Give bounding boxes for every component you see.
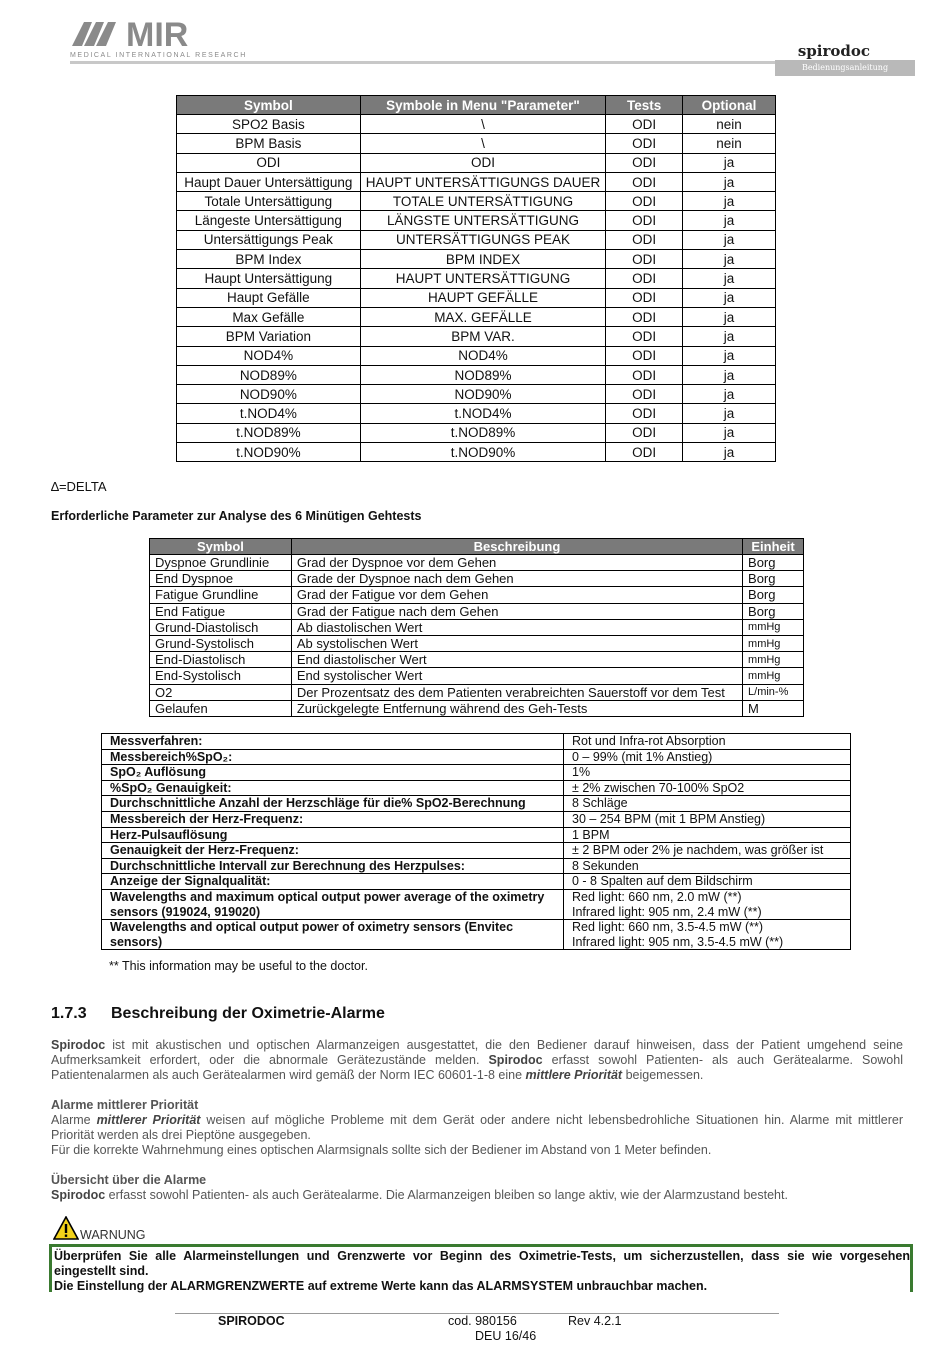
spec-label: SpO₂ Auflösung	[102, 765, 564, 781]
spec-label: Genauigkeit der Herz-Frequenz:	[102, 843, 564, 859]
table-row	[177, 385, 776, 404]
table-cell: ja	[683, 250, 776, 269]
table-cell: ja	[683, 307, 776, 326]
table-cell: Max Gefälle	[177, 307, 361, 326]
table-row	[177, 346, 776, 365]
table-row	[177, 423, 776, 442]
table-cell: ODI	[606, 153, 683, 172]
table-cell: ODI	[606, 307, 683, 326]
footer-product: SPIRODOC	[218, 1314, 285, 1328]
table-cell: NOD89%	[177, 365, 361, 384]
table-cell: ja	[683, 211, 776, 230]
column-header: Tests	[606, 96, 683, 115]
table-cell: LÄNGSTE UNTERSÄTTIGUNG	[360, 211, 606, 230]
table-cell: ODI	[606, 230, 683, 249]
walk-table-title: Erforderliche Parameter zur Analyse des 6 Minütigen Gehtests	[51, 509, 422, 523]
spec-label: Messbereich der Herz-Frequenz:	[102, 811, 564, 827]
table-row	[177, 115, 776, 134]
table-cell: ja	[683, 385, 776, 404]
table-cell: ODI	[606, 365, 683, 384]
table-row	[177, 365, 776, 384]
table-cell: Haupt Dauer Untersättigung	[177, 172, 361, 191]
spec-row	[102, 780, 851, 796]
footer-page: DEU 16/46	[475, 1329, 537, 1343]
table-cell: End-Systolisch	[150, 668, 292, 684]
column-header: Optional	[683, 96, 776, 115]
subheading-medium-priority: Alarme mittlerer Priorität	[51, 1098, 199, 1112]
table-cell: ODI	[606, 327, 683, 346]
table-cell: ja	[683, 423, 776, 442]
table-cell: Längeste Untersättigung	[177, 211, 361, 230]
table-cell: Grad der Fatigue nach dem Gehen	[291, 603, 742, 619]
spec-label: Durchschnittliche Intervall zur Berechnung des Herzpulses:	[102, 858, 564, 874]
section-number: 1.7.3	[51, 1005, 87, 1022]
table-cell: Grad der Dyspnoe vor dem Gehen	[291, 555, 742, 571]
table-cell: \	[360, 134, 606, 153]
spec-value: 1 BPM	[564, 827, 851, 843]
table-cell: ja	[683, 288, 776, 307]
spec-value: ± 2 BPM oder 2% je nachdem, was größer ist	[564, 843, 851, 859]
table-cell: BPM Variation	[177, 327, 361, 346]
table-cell: ja	[683, 365, 776, 384]
table-cell: ODI	[606, 404, 683, 423]
column-header: Einheit	[743, 539, 804, 555]
table-cell: L/min-%	[743, 684, 804, 700]
footer-revision: Rev 4.2.1	[568, 1314, 622, 1328]
table-cell: ja	[683, 153, 776, 172]
table-cell: BPM INDEX	[360, 250, 606, 269]
logo-subtitle: MEDICAL INTERNATIONAL RESEARCH	[70, 52, 247, 59]
table-cell: ODI	[606, 288, 683, 307]
table-row	[150, 571, 804, 587]
spec-row	[102, 889, 851, 919]
table-cell: HAUPT GEFÄLLE	[360, 288, 606, 307]
table-cell: Grund-Systolisch	[150, 635, 292, 651]
table-row	[177, 153, 776, 172]
table-cell: NOD90%	[360, 385, 606, 404]
table-cell: Borg	[743, 603, 804, 619]
table-cell: ODI	[360, 153, 606, 172]
table-cell: HAUPT UNTERSÄTTIGUNGS DAUER	[360, 172, 606, 191]
table-cell: Grade der Dyspnoe nach dem Gehen	[291, 571, 742, 587]
column-header: Beschreibung	[291, 539, 742, 555]
column-header: Symbol	[177, 96, 361, 115]
table-cell: Haupt Untersättigung	[177, 269, 361, 288]
section-heading	[51, 1005, 385, 1023]
table-cell: Gelaufen	[150, 700, 292, 716]
logo-text: MIR	[126, 16, 189, 54]
paragraph-intro: Spirodoc ist mit akustischen und optischen Alarmanzeigen ausgestattet, die den Bediener darauf hinweisen, dass der Patient umgehend seine Aufmerksamkeit erfordert, oder die abnormale Gerätezustände melden. Spirodoc erfasst sowohl Patienten- als auch Gerätealarme. Sowohl Patientenalarmen als auch Gerätealarmen wird gemäß der Norm IEC 60601-1-8 eine mittlere Priorität beigemessen.	[51, 1038, 903, 1082]
brand-name: spirodoc	[797, 42, 870, 60]
table-row	[150, 587, 804, 603]
table-row	[177, 404, 776, 423]
table-cell: Totale Untersättigung	[177, 192, 361, 211]
table-cell: Grund-Diastolisch	[150, 619, 292, 635]
table-row	[150, 555, 804, 571]
table-cell: Untersättigungs Peak	[177, 230, 361, 249]
table-cell: BPM Basis	[177, 134, 361, 153]
table-cell: NOD89%	[360, 365, 606, 384]
table-row	[177, 134, 776, 153]
spec-value: ± 2% zwischen 70-100% SpO2	[564, 780, 851, 796]
table-cell: t.NOD89%	[360, 423, 606, 442]
spec-row	[102, 843, 851, 859]
table-cell: ja	[683, 443, 776, 462]
table-cell: Der Prozentsatz des dem Patienten verabreichten Sauerstoff vor dem Test	[291, 684, 742, 700]
table-cell: mmHg	[743, 619, 804, 635]
table-cell: ODI	[606, 385, 683, 404]
table-cell: SPO2 Basis	[177, 115, 361, 134]
table-cell: ODI	[606, 192, 683, 211]
table-cell: ja	[683, 327, 776, 346]
spec-label: Wavelengths and maximum optical output power average of the oximetry sensors (919024, 919020)	[102, 889, 564, 919]
column-header: Symbole in Menu "Parameter"	[360, 96, 606, 115]
spec-row	[102, 749, 851, 765]
table-cell: mmHg	[743, 652, 804, 668]
table-cell: End systolischer Wert	[291, 668, 742, 684]
table-cell: M	[743, 700, 804, 716]
table-cell: End-Diastolisch	[150, 652, 292, 668]
table-row	[150, 684, 804, 700]
table-cell: BPM Index	[177, 250, 361, 269]
spec-value: Red light: 660 nm, 3.5-4.5 mW (**) Infrared light: 905 nm, 3.5-4.5 mW (**)	[564, 920, 851, 950]
table-row	[177, 327, 776, 346]
spec-label: Herz-Pulsauflösung	[102, 827, 564, 843]
table-cell: Fatigue Grundline	[150, 587, 292, 603]
table-row	[177, 443, 776, 462]
table-cell: ODI	[606, 250, 683, 269]
table-cell: ja	[683, 230, 776, 249]
table-row	[177, 288, 776, 307]
spec-row	[102, 765, 851, 781]
warning-label: WARNUNG	[80, 1228, 146, 1242]
table-row	[150, 652, 804, 668]
table-cell: BPM VAR.	[360, 327, 606, 346]
walk-test-table	[149, 538, 804, 717]
subheading-alarm-overview: Übersicht über die Alarme	[51, 1173, 207, 1187]
table-cell: ODI	[606, 269, 683, 288]
header-rule	[70, 61, 775, 64]
table-row	[177, 307, 776, 326]
table-cell: mmHg	[743, 635, 804, 651]
table-cell: O2	[150, 684, 292, 700]
spec-row	[102, 734, 851, 750]
table-cell: UNTERSÄTTIGUNGS PEAK	[360, 230, 606, 249]
spec-value: 1%	[564, 765, 851, 781]
table-cell: TOTALE UNTERSÄTTIGUNG	[360, 192, 606, 211]
table-cell: ODI	[606, 423, 683, 442]
table-cell: Dyspnoe Grundlinie	[150, 555, 292, 571]
spec-value: 8 Sekunden	[564, 858, 851, 874]
table-row	[177, 269, 776, 288]
spec-label: Anzeige der Signalqualität:	[102, 874, 564, 890]
spec-row	[102, 920, 851, 950]
spec-label: Wavelengths and optical output power of oximetry sensors (Envitec sensors)	[102, 920, 564, 950]
table-row	[150, 603, 804, 619]
spec-footnote: ** This information may be useful to the doctor.	[109, 959, 368, 973]
table-cell: Haupt Gefälle	[177, 288, 361, 307]
table-cell: nein	[683, 115, 776, 134]
table-cell: ja	[683, 172, 776, 191]
table-cell: NOD4%	[360, 346, 606, 365]
table-row	[177, 172, 776, 191]
spec-label: Messverfahren:	[102, 734, 564, 750]
table-cell: ODI	[606, 211, 683, 230]
warning-line-1: Überprüfen Sie alle Alarmeinstellungen und Grenzwerte vor Beginn des Oximetrie-Tests, um sicherzustellen, dass sie wie vorgesehen eingestellt sind.	[54, 1249, 910, 1278]
table-cell: ODI	[606, 346, 683, 365]
table-cell: ja	[683, 404, 776, 423]
spec-label: Durchschnittliche Anzahl der Herzschläge für die% SpO2-Berechnung	[102, 796, 564, 812]
table-cell: Ab diastolischen Wert	[291, 619, 742, 635]
table-row	[150, 668, 804, 684]
table-cell: t.NOD90%	[177, 443, 361, 462]
spec-label: Messbereich%SpO₂:	[102, 749, 564, 765]
spec-row	[102, 827, 851, 843]
table-cell: MAX. GEFÄLLE	[360, 307, 606, 326]
table-cell: ODI	[606, 172, 683, 191]
table-cell: End Dyspnoe	[150, 571, 292, 587]
table-cell: NOD90%	[177, 385, 361, 404]
paragraph-alarm-overview: Übersicht über die Alarme Spirodoc erfasst sowohl Patienten- als auch Gerätealarme. Die Alarmanzeigen bleiben so lange aktiv, wie der Alarmzustand besteht.	[51, 1173, 903, 1203]
spec-row	[102, 874, 851, 890]
table-cell: mmHg	[743, 668, 804, 684]
table-cell: NOD4%	[177, 346, 361, 365]
table-cell: HAUPT UNTERSÄTTIGUNG	[360, 269, 606, 288]
warning-line-2: Die Einstellung der ALARMGRENZWERTE auf extreme Werte kann das ALARMSYSTEM unbrauchbar machen.	[54, 1279, 708, 1293]
spec-value: 8 Schläge	[564, 796, 851, 812]
section-title: Beschreibung der Oximetrie-Alarme	[111, 1005, 385, 1022]
table-cell: ODI	[177, 153, 361, 172]
table-cell: nein	[683, 134, 776, 153]
paragraph-medium-priority: Alarme mittlerer Priorität Alarme mittlerer Priorität weisen auf mögliche Probleme mit dem Gerät oder andere nicht lebensbedrohliche Situationen hin. Alarme mit mittlerer Priorität werden als drei Pieptöne ausgegeben. Für die korrekte Wahrnehmung eines optischen Alarmsignals sollte sich der Bediener im Abstand von 1 Meter befinden.	[51, 1098, 903, 1157]
footer-code: cod. 980156	[448, 1314, 517, 1328]
spec-row	[102, 811, 851, 827]
table-cell: Ab systolischen Wert	[291, 635, 742, 651]
table-row	[150, 619, 804, 635]
spec-value: 30 – 254 BPM (mit 1 BPM Anstieg)	[564, 811, 851, 827]
table-cell: Grad der Fatigue vor dem Gehen	[291, 587, 742, 603]
table-row	[150, 635, 804, 651]
table-cell: t.NOD89%	[177, 423, 361, 442]
spec-row	[102, 858, 851, 874]
table-cell: t.NOD4%	[360, 404, 606, 423]
table-cell: t.NOD90%	[360, 443, 606, 462]
table-cell: ja	[683, 346, 776, 365]
table-cell: Borg	[743, 587, 804, 603]
warning-box	[49, 1244, 913, 1292]
table-cell: ja	[683, 269, 776, 288]
table-cell: End Fatigue	[150, 603, 292, 619]
table-cell: Borg	[743, 571, 804, 587]
delta-note: ∆=DELTA	[51, 479, 107, 494]
spec-value: 0 – 99% (mit 1% Anstieg)	[564, 749, 851, 765]
table-cell: End diastolischer Wert	[291, 652, 742, 668]
warning-icon	[53, 1216, 79, 1240]
spec-value: 0 - 8 Spalten auf dem Bildschirm	[564, 874, 851, 890]
table-cell: Borg	[743, 555, 804, 571]
header-tab: Bedienungsanleitung	[775, 60, 915, 76]
table-cell: ODI	[606, 134, 683, 153]
spec-label: %SpO₂ Genauigkeit:	[102, 780, 564, 796]
spec-value: Rot und Infra-rot Absorption	[564, 734, 851, 750]
table-row	[177, 250, 776, 269]
table-row	[177, 192, 776, 211]
spec-row	[102, 796, 851, 812]
table-cell: ODI	[606, 115, 683, 134]
table-cell: Zurückgelegte Entfernung während des Geh-Tests	[291, 700, 742, 716]
table-cell: t.NOD4%	[177, 404, 361, 423]
symbol-table	[176, 95, 776, 462]
table-row	[150, 700, 804, 716]
table-row	[177, 211, 776, 230]
table-cell: \	[360, 115, 606, 134]
table-cell: ja	[683, 192, 776, 211]
column-header: Symbol	[150, 539, 292, 555]
table-row	[177, 230, 776, 249]
table-cell: ODI	[606, 443, 683, 462]
spec-table	[101, 733, 851, 950]
spec-value: Red light: 660 nm, 2.0 mW (**) Infrared light: 905 nm, 2.4 mW (**)	[564, 889, 851, 919]
